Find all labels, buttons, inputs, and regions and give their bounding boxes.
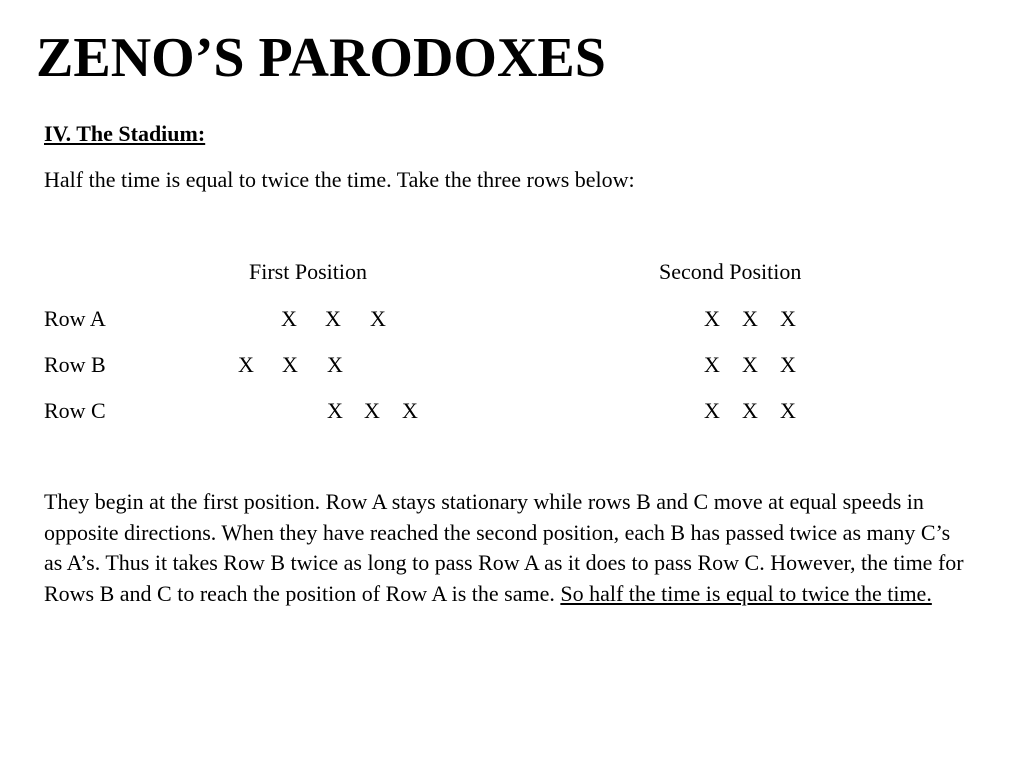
second-position-header: Second Position <box>659 259 802 284</box>
row-b-second-mark-1: X <box>704 352 720 377</box>
row-b-first-mark-2: X <box>282 352 298 377</box>
row-c-second-mark-3: X <box>780 398 796 423</box>
row-a-second-mark-1: X <box>704 306 720 331</box>
explanation-paragraph <box>44 487 974 609</box>
row-a-first-mark-3: X <box>370 306 386 331</box>
intro-text: Half the time is equal to twice the time. Take the three rows below: <box>44 167 635 192</box>
section-heading: IV. The Stadium: <box>44 121 206 146</box>
slide-title: ZENO’S PARODOXES <box>36 27 606 89</box>
row-c-second-mark-2: X <box>742 398 758 423</box>
row-label-a: Row A <box>44 306 106 331</box>
first-position-header: First Position <box>249 259 367 284</box>
row-c-first-mark-2: X <box>364 398 380 423</box>
row-a-first-mark-2: X <box>325 306 341 331</box>
row-label-c: Row C <box>44 398 106 423</box>
explanation-conclusion: So half the time is equal to twice the time. <box>560 580 932 606</box>
row-c-first-mark-3: X <box>402 398 418 423</box>
row-c-second-mark-1: X <box>704 398 720 423</box>
row-a-first-mark-1: X <box>281 306 297 331</box>
row-label-b: Row B <box>44 352 106 377</box>
row-b-first-mark-3: X <box>327 352 343 377</box>
row-b-second-mark-2: X <box>742 352 758 377</box>
row-a-second-mark-3: X <box>780 306 796 331</box>
row-c-first-mark-1: X <box>327 398 343 423</box>
row-b-first-mark-1: X <box>238 352 254 377</box>
explanation-body: They begin at the first position. Row A stays stationary while rows B and C move at equal speeds in opposite directions. When they have reached the second position, each B has passed twice as many C’s as A’s. Thus it takes Row B twice as long to pass Row A as it does to pass Row C. However, the time for Rows B and C to reach the position of Row A is the same. <box>44 489 964 606</box>
row-b-second-mark-3: X <box>780 352 796 377</box>
row-a-second-mark-2: X <box>742 306 758 331</box>
